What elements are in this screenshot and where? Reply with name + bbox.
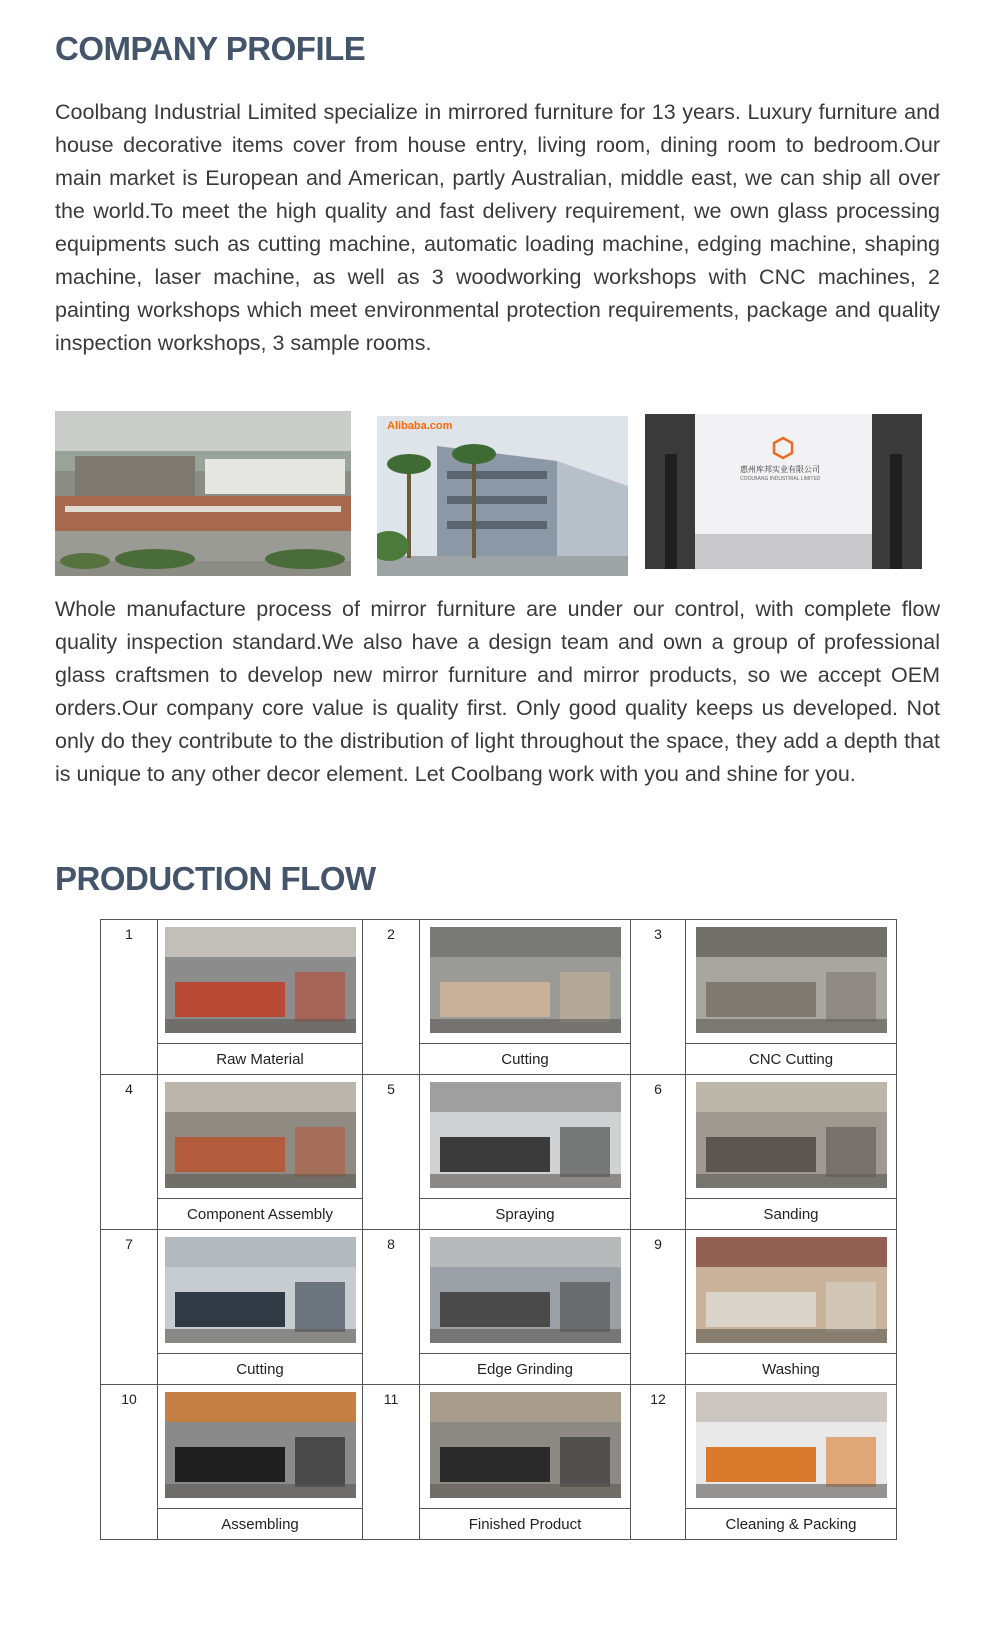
step-number-cell	[631, 1230, 686, 1385]
step-photo-cell	[158, 920, 363, 1044]
step-label: Spraying	[420, 1199, 631, 1230]
step-number: 9	[654, 1236, 662, 1252]
step-photo-cell	[686, 1385, 897, 1509]
step-number-cell	[363, 1230, 420, 1385]
step-photo-cell	[686, 920, 897, 1044]
step-photo	[696, 1237, 887, 1343]
company-sign-chinese: 惠州库邦实业有限公司	[740, 465, 820, 474]
step-number-cell	[363, 920, 420, 1075]
company-profile-heading: COMPANY PROFILE	[55, 30, 366, 67]
step-number: 12	[650, 1391, 666, 1407]
step-number: 6	[654, 1081, 662, 1097]
step-photo-cell	[420, 1385, 631, 1509]
step-number: 4	[125, 1081, 133, 1097]
step-number: 7	[125, 1236, 133, 1252]
step-number-cell	[363, 1385, 420, 1540]
step-label: Assembling	[158, 1509, 363, 1540]
step-photo-cell	[158, 1230, 363, 1354]
step-photo	[430, 1392, 621, 1498]
office-building-photo	[377, 416, 628, 576]
step-photo-cell	[686, 1230, 897, 1354]
step-number-cell	[101, 920, 158, 1075]
step-number: 11	[383, 1391, 399, 1407]
step-photo	[430, 927, 621, 1033]
company-sign-english: COOLBANG INDUSTRIAL LIMITED	[740, 476, 821, 482]
step-label: Washing	[686, 1354, 897, 1385]
reception-photo	[645, 414, 922, 569]
step-number-cell	[363, 1075, 420, 1230]
step-number-cell	[101, 1230, 158, 1385]
step-label: Cleaning & Packing	[686, 1509, 897, 1540]
step-photo	[696, 1392, 887, 1498]
step-photo-cell	[158, 1075, 363, 1199]
step-photo	[430, 1237, 621, 1343]
step-label: CNC Cutting	[686, 1044, 897, 1075]
production-flow-heading: PRODUCTION FLOW	[55, 860, 376, 897]
step-photo	[696, 1082, 887, 1188]
step-number-cell	[631, 920, 686, 1075]
production-flow-table	[100, 919, 897, 1540]
step-number-cell	[101, 1075, 158, 1230]
step-label: Finished Product	[420, 1509, 631, 1540]
step-photo-cell	[158, 1385, 363, 1509]
step-photo-cell	[420, 1075, 631, 1199]
step-number-cell	[101, 1385, 158, 1540]
step-number: 3	[654, 926, 662, 942]
step-label: Raw Material	[158, 1044, 363, 1075]
company-profile-paragraph: Coolbang Industrial Limited specialize in mirrored furniture for 13 years. Luxury furniture and house decorative items cover from house entry, living room, dining room to bedroom.Our main market is European and American, partly Australian, middle east, we can ship all over the world.To meet the high quality and fast delivery requirement, we own glass processing equipments such as cutting machine, automatic loading machine, edging machine, shaping machine, laser machine, as well as 3 woodworking workshops with CNC machines, 2 painting workshops which meet environmental protection requirements, package and quality inspection workshops, 3 sample rooms.	[55, 100, 940, 355]
factory-aerial-photo	[55, 411, 351, 576]
step-photo	[165, 1237, 356, 1343]
step-number: 1	[125, 926, 133, 942]
step-photo	[165, 1392, 356, 1498]
step-photo	[165, 927, 356, 1033]
step-label: Edge Grinding	[420, 1354, 631, 1385]
step-number: 2	[387, 926, 395, 942]
step-photo	[430, 1082, 621, 1188]
step-label: Component Assembly	[158, 1199, 363, 1230]
step-label: Sanding	[686, 1199, 897, 1230]
step-number-cell	[631, 1385, 686, 1540]
step-label: Cutting	[158, 1354, 363, 1385]
company-profile-paragraph-2: Whole manufacture process of mirror furniture are under our control, with complete flow quality inspection standard.We also have a design team and own a group of professional glass craftsmen to develop new mirror furniture and mirror products, so we accept OEM orders.Our company core value is quality first. Only good quality keeps us developed. Not only do they contribute to the distribution of light throughout the space, they add a depth that is unique to any other decor element. Let Coolbang work with you and shine for you.	[55, 597, 940, 786]
step-photo	[696, 927, 887, 1033]
step-photo-cell	[420, 920, 631, 1044]
step-number-cell	[631, 1075, 686, 1230]
step-photo	[165, 1082, 356, 1188]
step-photo-cell	[686, 1075, 897, 1199]
step-label: Cutting	[420, 1044, 631, 1075]
step-number: 8	[387, 1236, 395, 1252]
alibaba-logo: Alibaba.com	[387, 420, 453, 432]
step-photo-cell	[420, 1230, 631, 1354]
step-number: 5	[387, 1081, 395, 1097]
step-number: 10	[121, 1391, 137, 1407]
